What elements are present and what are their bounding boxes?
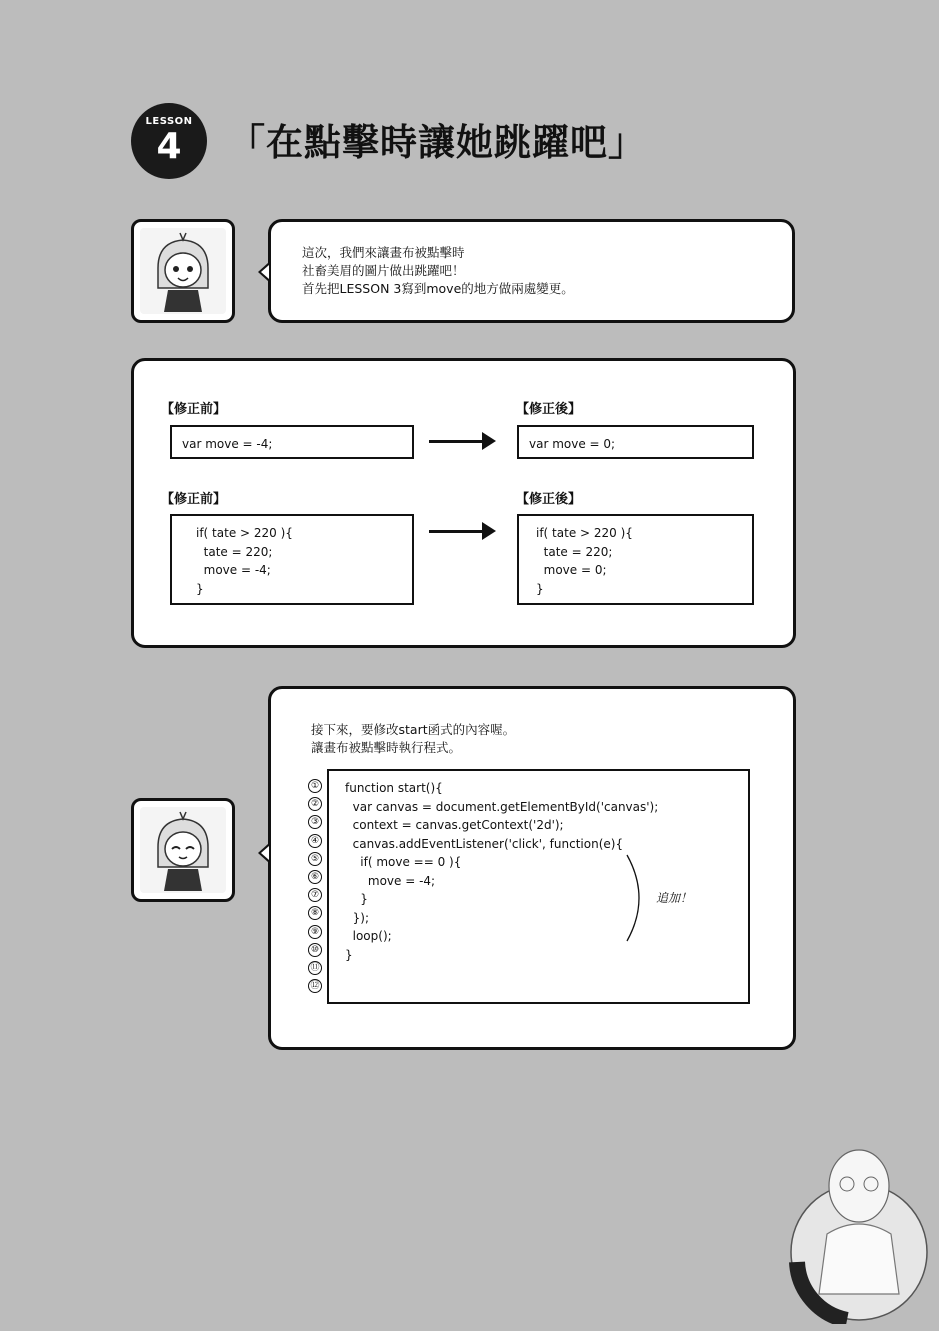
code-line: move = 0;	[536, 563, 607, 577]
intro-speech-bubble	[268, 219, 795, 323]
before-code-box	[170, 425, 414, 459]
intro-text	[302, 244, 574, 298]
code-line: if( tate > 220 ){	[536, 526, 633, 540]
line-number: ⑤	[308, 852, 322, 866]
character-illustration	[140, 228, 226, 314]
line-number: ①	[308, 779, 322, 793]
code-line: function start(){	[345, 781, 443, 795]
code-line: if( move == 0 ){	[345, 855, 462, 869]
code-line: }	[536, 581, 544, 596]
explain-line: 接下來，要修改start函式的內容喔。	[311, 722, 516, 737]
intro-line: 首先把LESSON 3寫到move的地方做兩處變更。	[302, 281, 574, 296]
after-label: 【修正後】	[516, 402, 582, 417]
changes-panel	[131, 358, 796, 648]
code-line: move = -4;	[345, 873, 436, 888]
explain-text	[311, 721, 515, 757]
intro-line: 社畜美眉的圖片做出跳躍吧！	[302, 263, 465, 278]
code-line: var move = -4;	[182, 437, 273, 451]
code-line: if( tate > 220 ){	[196, 526, 293, 540]
line-number: ③	[308, 815, 322, 829]
code-line: }	[196, 581, 204, 596]
lesson-number: 4	[156, 126, 182, 167]
after-label: 【修正後】	[516, 492, 582, 507]
lesson-label: LESSON	[145, 116, 193, 127]
line-number: ⑨	[308, 925, 322, 939]
arrow-right-icon	[482, 522, 496, 540]
line-number: ②	[308, 797, 322, 811]
arrow-right-icon	[482, 432, 496, 450]
line-number: ⑧	[308, 906, 322, 920]
lesson-title: 「在點擊時讓她跳躍吧」	[228, 121, 646, 164]
code-line: tate = 220;	[196, 544, 273, 559]
intro-line: 這次，我們來讓畫布被點擊時	[302, 245, 465, 260]
bracket-curve	[623, 853, 651, 943]
character-stamp-illustration	[787, 1144, 929, 1324]
code-line: move = -4;	[196, 563, 271, 577]
explain-line: 讓畫布被點擊時執行程式。	[311, 740, 462, 755]
arrow-line	[429, 440, 484, 443]
character-avatar-smiling	[131, 798, 235, 902]
code-line: canvas.addEventListener('click', function(e){	[345, 836, 624, 851]
bubble-tail	[258, 844, 268, 862]
bubble-tail	[258, 263, 268, 281]
before-label: 【修正前】	[161, 492, 227, 507]
added-note: 追加！	[656, 891, 693, 905]
code-line: });	[345, 910, 369, 925]
code-line: context = canvas.getContext('2d');	[345, 818, 564, 832]
code-line: var move = 0;	[529, 437, 616, 451]
code-line: }	[345, 892, 368, 906]
code-line: }	[345, 947, 353, 962]
after-code-box	[517, 514, 754, 605]
line-number: ④	[308, 834, 322, 848]
code-line: tate = 220;	[536, 544, 613, 559]
code-line: var canvas = document.getElementById('canvas');	[345, 799, 659, 814]
arrow-line	[429, 530, 484, 533]
code-listing-box	[327, 769, 750, 1004]
before-label: 【修正前】	[161, 402, 227, 417]
after-code-box	[517, 425, 754, 459]
line-number: ⑥	[308, 870, 322, 884]
lesson-badge	[131, 103, 207, 179]
line-number: ⑩	[308, 943, 322, 957]
before-code-box	[170, 514, 414, 605]
character-illustration	[140, 807, 226, 893]
line-number: ⑫	[308, 979, 322, 993]
character-avatar-happy	[131, 219, 235, 323]
code-line: loop();	[345, 929, 392, 943]
line-number: ⑪	[308, 961, 322, 975]
line-number: ⑦	[308, 888, 322, 902]
